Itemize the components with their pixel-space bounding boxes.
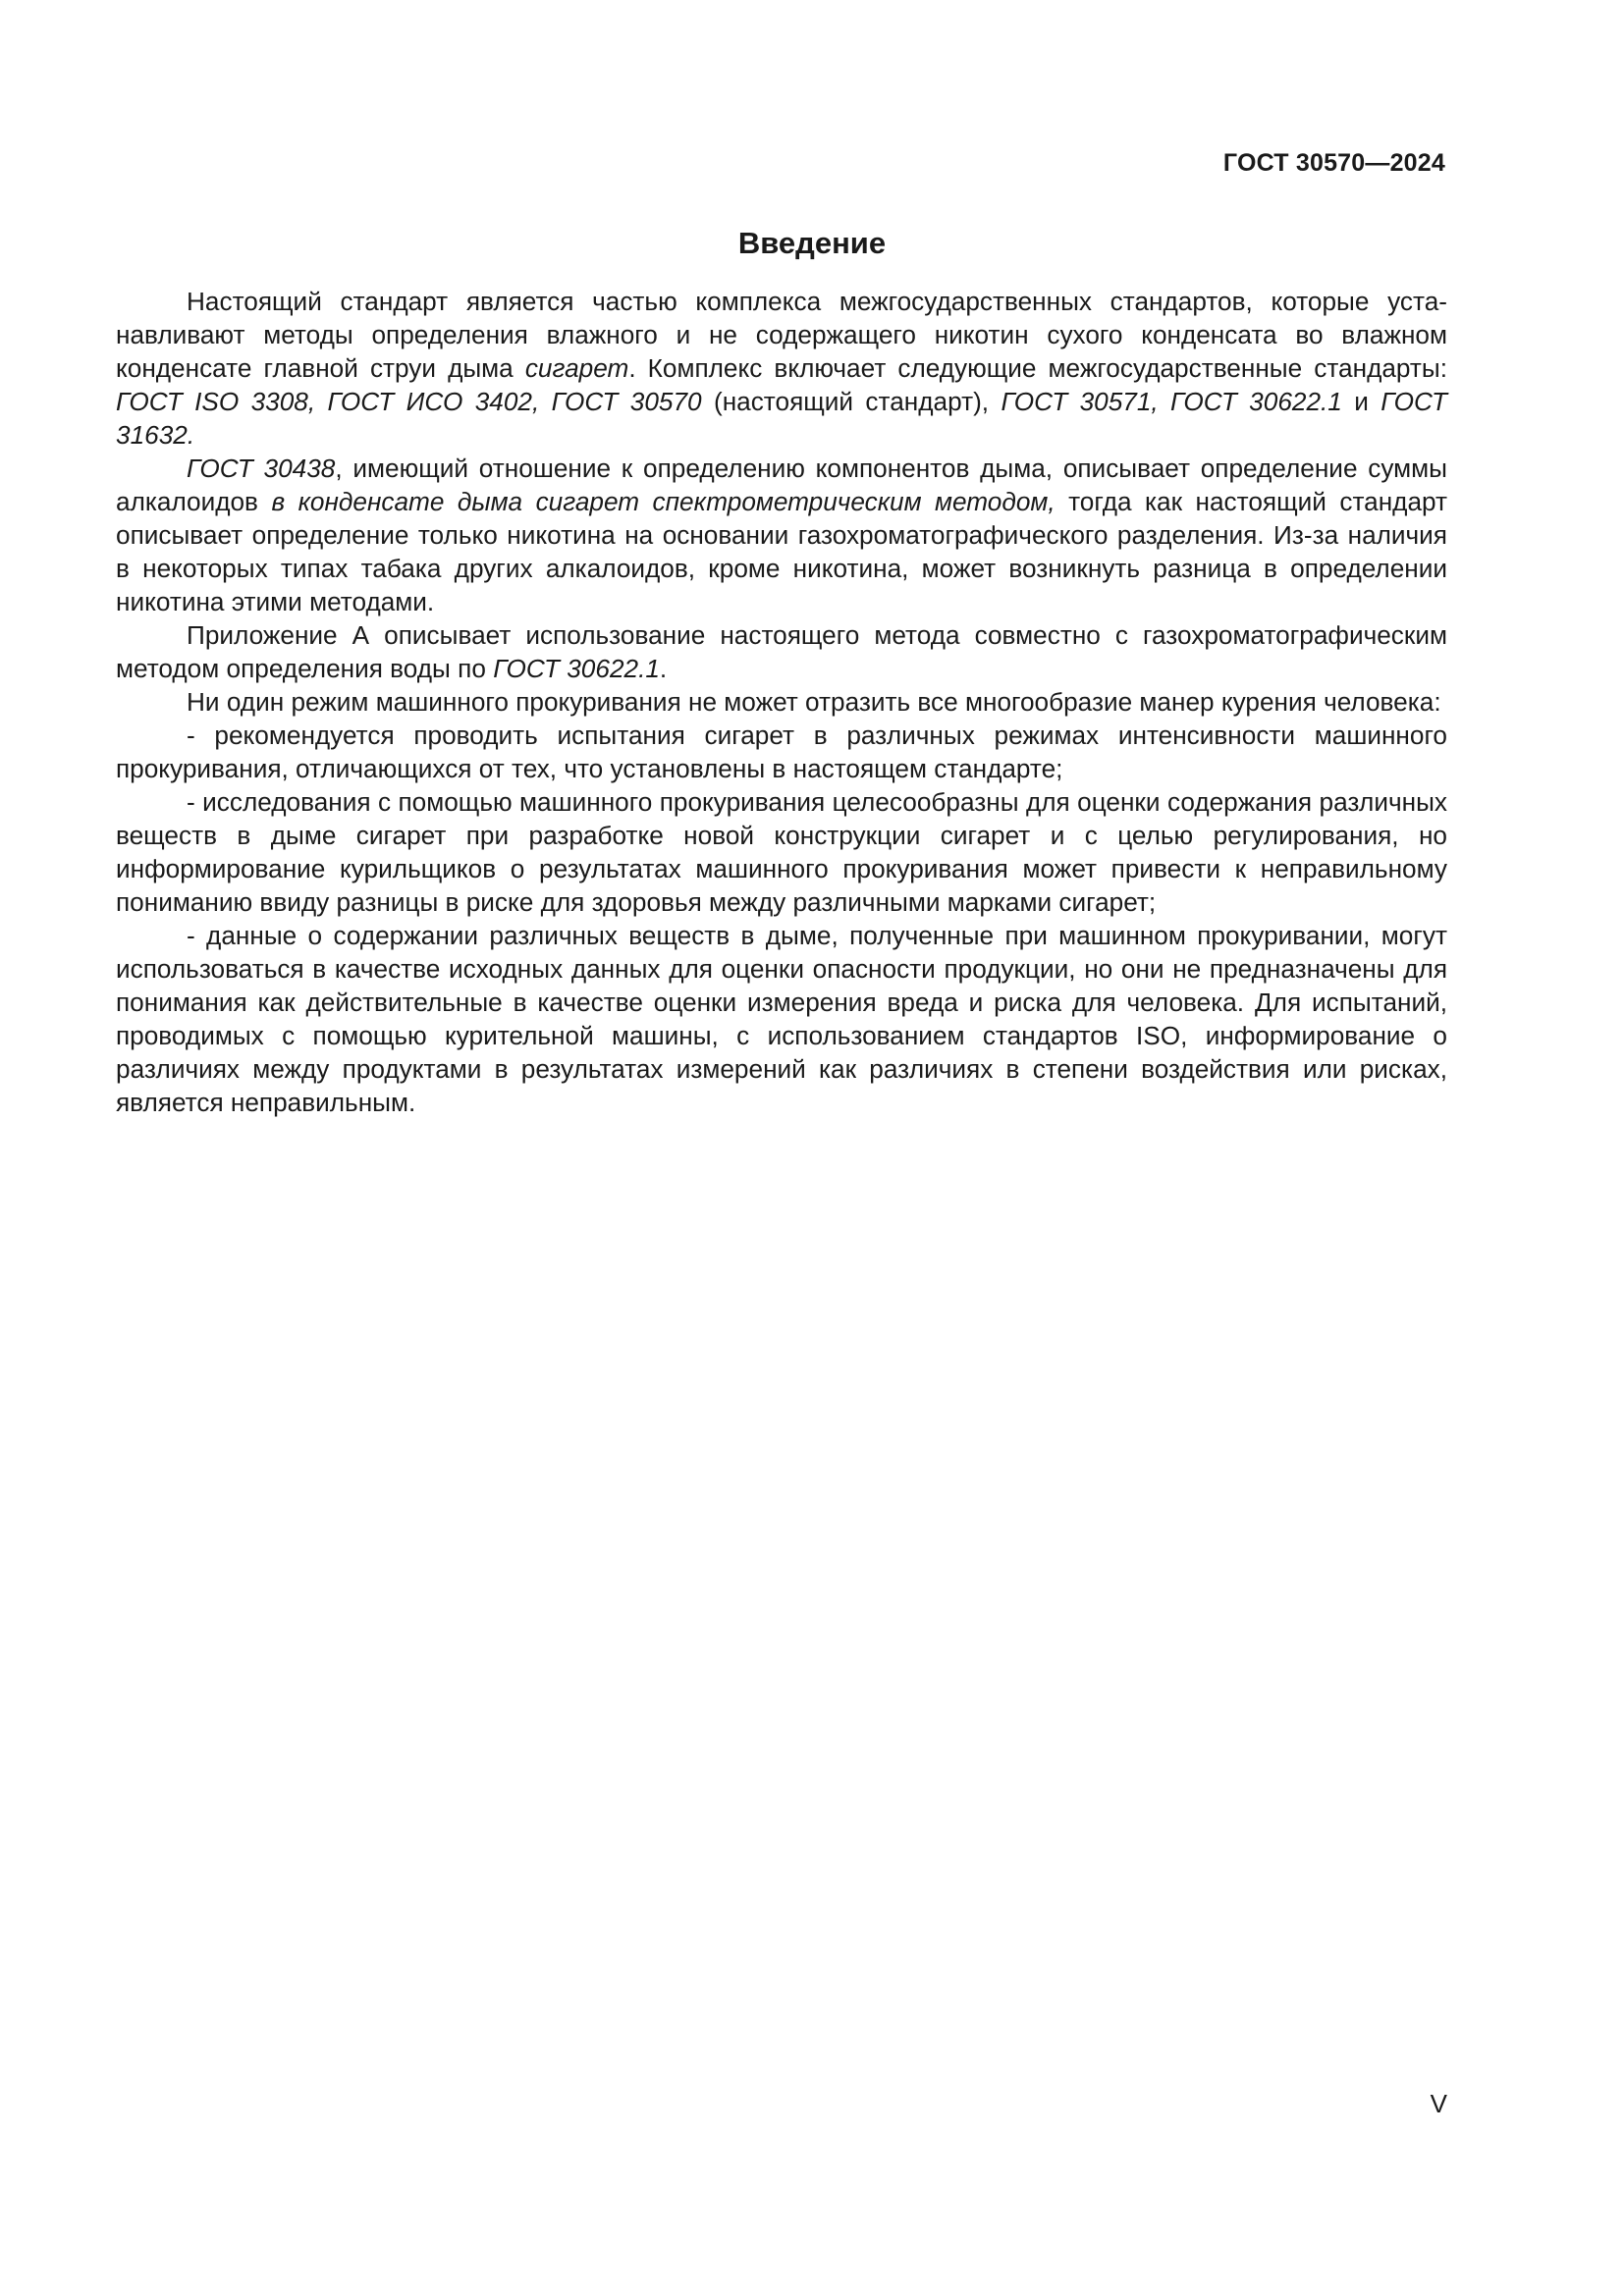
text-run: , имеющий отношение к определению компонентов дыма, описывает определение суммы алкалоидов [116,454,1447,516]
text-run: Настоящий стандарт является частью комплекса межгосударственных стандартов, которые устанавливают методы определения влажного и не содержащего никотин сухого конденсата во влажном конденсате главной струи дыма [116,287,1447,383]
text-run: и [1341,387,1381,416]
standard-reference: ГОСТ 30438 [187,454,336,483]
italic-term: сигарет [524,353,629,383]
italic-term: в конденсате дыма сигарет спектрометрическим методом, [271,487,1056,516]
standard-reference: ГОСТ 31632. [116,387,1448,450]
text-run: тогда как настоящий стандарт описывает определение только никотина на основании газохроматографического разделения. Из-за наличия в некоторых типах табака других алкалоидов, кроме никотина, может возникнуть разница в определении никотина этими методами. [116,487,1448,616]
paragraph [116,452,1447,618]
list-item: - исследования с помощью машинного прокуривания целесообразны для оценки содержания различных веществ в дыме сигарет при разработке новой конструкции сигарет и с целью регулирования, но информирование курильщиков о результатах машинного прокуривания может привести к неправильному пониманию ввиду разницы в риске для здоровья между различными марками сигарет; [116,787,1447,917]
text-run: . [659,654,668,683]
document-body [116,285,1447,1119]
page-number: V [1430,2089,1447,2118]
document-code: ГОСТ 30570—2024 [1222,149,1445,177]
text-run: . Комплекс включает следующие межгосударственные стандарты: [628,353,1447,383]
standard-reference: ГОСТ 30622.1 [493,654,660,683]
text-run: (настоящий стандарт), [701,387,1001,416]
list-item: - рекомендуется проводить испытания сигарет в различных режимах интенсивности машинного прокуривания, отличающихся от тех, что установлены в настоящем стандарте; [116,721,1447,783]
paragraph [116,285,1447,452]
text-run: Приложение А описывает использование настоящего метода совместно с газохроматографическим методом определения воды по [116,620,1447,683]
paragraph [116,618,1447,685]
list-item: - данные о содержании различных веществ в дыме, полученные при машинном прокуривании, могут использоваться в качестве исходных данных для оценки опасности продукции, но они не предназначены для понимания как действительные в качестве оценки измерения вреда и риска для человека. Для испытаний, проводимых с помощью курительной машины, с использованием стандартов ISO, информирование о различиях между продуктами в результатах измерений как различиях в степени воздействия или рисках, является неправильным. [116,921,1447,1117]
standard-reference: ГОСТ 30571, ГОСТ 30622.1 [1001,387,1342,416]
section-title: Введение [737,226,887,260]
paragraph: Ни один режим машинного прокуривания не может отразить все многообразие манер курения человека: [187,687,1441,717]
standard-reference: ГОСТ ISO 3308, ГОСТ ИСО 3402, ГОСТ 30570 [116,387,702,416]
